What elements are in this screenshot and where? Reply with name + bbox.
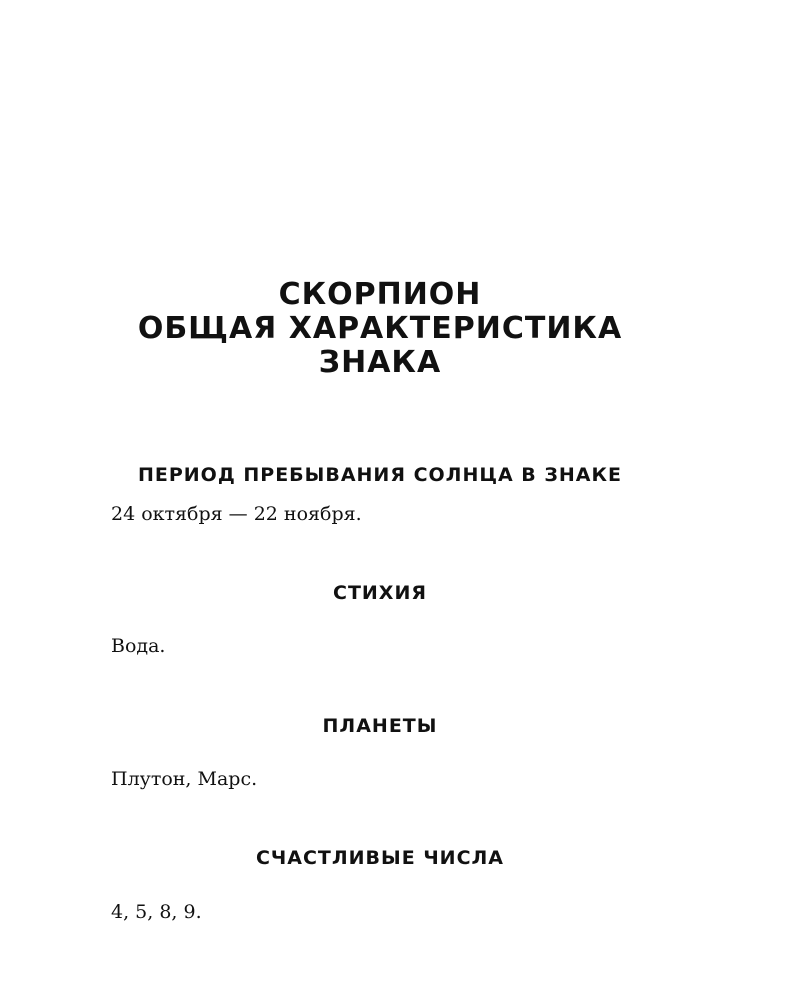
section-text-planets: Плутон, Марс.: [111, 768, 258, 790]
section-text-element: Вода.: [111, 635, 166, 657]
chapter-title: [0, 278, 760, 380]
chapter-title-line: ЗНАКА: [318, 345, 442, 380]
chapter-title-line: СКОРПИОН: [278, 277, 482, 312]
section-text-period: 24 октября — 22 ноября.: [111, 503, 362, 525]
section-heading-period: ПЕРИОД ПРЕБЫВАНИЯ СОЛНЦА В ЗНАКЕ: [137, 464, 623, 486]
section-heading-lucky-numbers: СЧАСТЛИВЫЕ ЧИСЛА: [255, 847, 505, 869]
section-heading-element: СТИХИЯ: [333, 582, 427, 604]
chapter-title-line: ОБЩАЯ ХАРАКТЕРИСТИКА: [137, 311, 623, 346]
section-heading-planets: ПЛАНЕТЫ: [322, 715, 438, 737]
section-text-lucky-numbers: 4, 5, 8, 9.: [111, 901, 202, 923]
